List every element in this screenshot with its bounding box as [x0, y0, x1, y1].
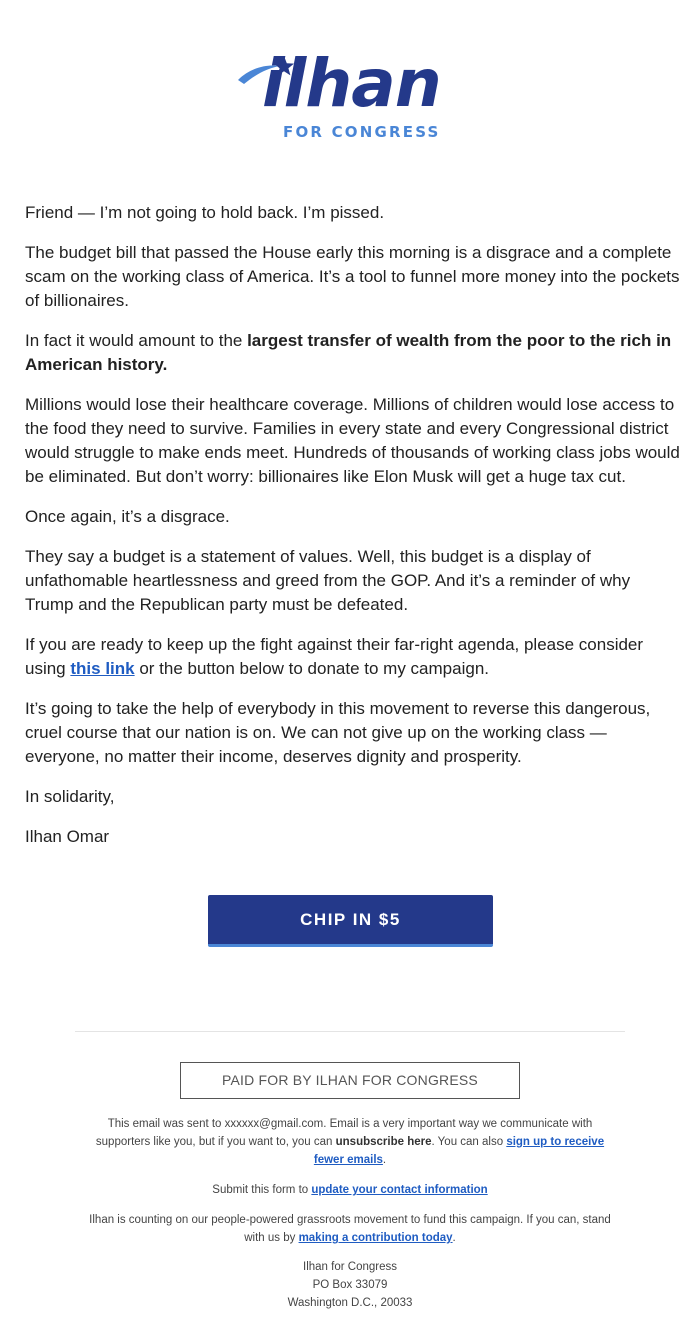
footer-form-lead: Submit this form to	[212, 1184, 312, 1196]
paragraph-4: Once again, it’s a disgrace.	[25, 507, 230, 526]
address-po-box: PO Box 33079	[312, 1279, 388, 1291]
chip-in-button[interactable]: CHIP IN $5	[208, 895, 493, 947]
logo-subtitle: FOR CONGRESS	[283, 123, 441, 141]
footer-fund-lead: Ilhan is counting on our people-powered grassroots movement to fund this campaign. If you can, stand with us by	[89, 1214, 611, 1244]
email-body	[25, 201, 680, 865]
signoff: In solidarity,	[25, 787, 115, 806]
update-contact-link[interactable]: update your contact information	[311, 1184, 488, 1196]
paragraph-3: Millions would lose their healthcare coverage. Millions of children would lose access to the food they need to survive. Families in every state and every Congressional district would struggle to make ends meet. Hundreds of thousands of working class jobs would be eliminated. But don’t worry: billionaires like Elon Musk will get a huge tax cut.	[25, 395, 680, 486]
paragraph-6	[25, 633, 680, 681]
paid-for-disclaimer: PAID FOR BY ILHAN FOR CONGRESS	[180, 1062, 520, 1099]
donate-link[interactable]: this link	[70, 659, 135, 678]
paragraph-2-lead: In fact it would amount to the	[25, 331, 248, 350]
footer-fund-notice	[80, 1211, 620, 1247]
paragraph-7: It’s going to take the help of everybody in this movement to reverse this dangerous, cruel course that our nation is on. We can not give up on the working class — everyone, no matter their income, deserves dignity and prosperity.	[25, 699, 651, 766]
fewer-emails-link[interactable]: sign up to receive fewer emails	[313, 1136, 605, 1166]
footer-divider	[75, 1031, 625, 1032]
footer-address	[80, 1258, 620, 1312]
paragraph-5: They say a budget is a statement of values. Well, this budget is a display of unfathomable heartlessness and greed from the GOP. And it’s a reminder of why Trump and the Republican party must be defeated.	[25, 547, 631, 614]
paragraph-2	[25, 329, 680, 377]
paragraph-6-tail: or the button below to donate to my campaign.	[134, 659, 489, 678]
footer-fund-end: .	[452, 1232, 456, 1244]
address-city: Washington D.C., 20033	[287, 1297, 413, 1309]
address-name: Ilhan for Congress	[303, 1261, 397, 1273]
footer-sent-end: .	[382, 1154, 387, 1166]
paragraph-6-lead: If you are ready to keep up the fight against their far-right agenda, please consider using	[25, 635, 644, 678]
greeting: Friend — I’m not going to hold back. I’m pissed.	[25, 203, 385, 222]
logo-wordmark: ilhan	[262, 45, 441, 122]
footer-contact-form	[80, 1181, 620, 1199]
paragraph-2-bold: largest transfer of wealth from the poor to the rich in American history.	[25, 331, 672, 374]
signature: Ilhan Omar	[25, 827, 110, 846]
unsubscribe-link[interactable]: unsubscribe here	[335, 1136, 432, 1148]
footer-email-notice	[80, 1115, 620, 1169]
footer-sent-mid: . You can also	[431, 1136, 507, 1148]
paragraph-1: The budget bill that passed the House early this morning is a disgrace and a complete scam on the working class of America. It’s a tool to funnel more money into the pockets of billionaires.	[25, 243, 680, 310]
campaign-logo	[236, 44, 466, 144]
contribution-link[interactable]: making a contribution today	[298, 1232, 453, 1244]
footer-sent-lead: This email was sent to xxxxxx@gmail.com. Email is a very important way we communicate with supporters like you, but if you want to, you can	[95, 1118, 593, 1148]
